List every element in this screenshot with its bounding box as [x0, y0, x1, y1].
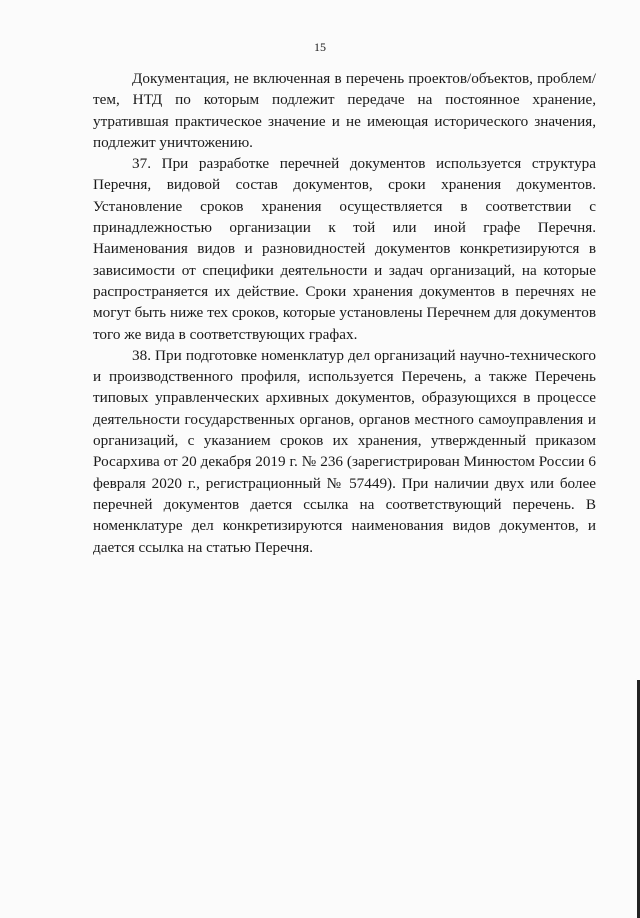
body-text — [93, 68, 596, 558]
page-number: 15 — [314, 40, 326, 54]
paragraph-37: 37. При разработке перечней документов используется структура Перечня, видовой состав документов, сроки хранения документов. Установление сроков хранения осуществляется в соответствии с принадлежностью организации к той или иной графе Перечня. Наименования видов и разновидностей документов конкретизируются в зависимости от специфики деятельности и задач организаций, на которые распространяется их действие. Сроки хранения документов в перечнях не могут быть ниже тех сроков, которые установлены Перечнем для документов того же вида в соответствующих графах. — [93, 155, 596, 343]
paragraph-38: 38. При подготовке номенклатур дел организаций научно-технического и производственного профиля, используется Перечень, а также Перечень типовых управленческих архивных документов, образующихся в процессе деятельности государственных органов, органов местного самоуправления и организаций, с указанием сроков их хранения, утвержденный приказом Росархива от 20 декабря 2019 г. № 236 (зарегистрирован Минюстом России 6 февраля 2020 г., регистрационный № 57449). При наличии двух или более перечней документов дается ссылка на соответствующий перечень. В номенклатуре дел конкретизируются наименования видов документов, и дается ссылка на статью Перечня. — [93, 346, 596, 556]
paragraph-documentation-disposal: Документация, не включенная в перечень проектов/объектов, проблем/тем, НТД по которым подлежит передаче на постоянное хранение, утратившая практическое значение и не имеющая исторического значения, подлежит уничтожению. — [93, 70, 596, 151]
